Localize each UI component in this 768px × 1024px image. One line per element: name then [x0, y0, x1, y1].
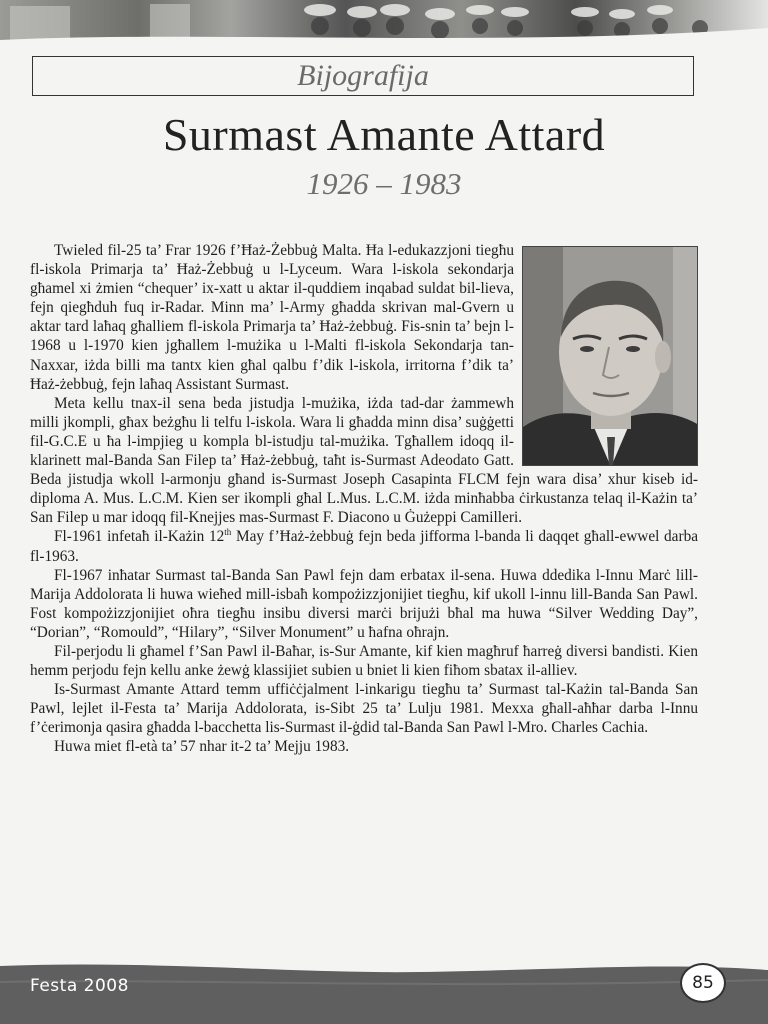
biography-text [30, 241, 698, 757]
paragraph-3-superscript: th [224, 527, 232, 538]
band-photo-strip [0, 0, 768, 46]
page-footer [0, 960, 768, 1024]
header-photo-band [0, 0, 768, 46]
paragraph-1: Twieled fil-25 ta’ Frar 1926 f’Ħaż-Żebbuġ Malta. Ħa l-edukazzjoni tiegħu fl-iskola Primarja ta’ Ħaż-Żebbuġ u l-Lyceum. Wara l-iskola sekondarja għamel xi żmien “chequer’ ix-xatt u aktar il-quddiem inqabad suldat bil-lieva, fejn qiegħduh fuq ir-Radar. Minn ma’ l-Army għadda skrivan mal-Gvern u aktar tard laħaq għalliem fl-iskola Primarja ta’ Ħaż-żebbuġ. Fis-snin ta’ bejn l-1968 u l-1970 kien jgħallem l-mużika u l-Malti fl-iskola Sekondarja tan-Naxxar, iżda billi ma tantx kien għal qalbu f’dik l-iskola, irritorna f’dik ta’ Ħaż-żebbuġ, fejn laħaq Assistant Surmast. [30, 242, 514, 393]
paragraph-7: Huwa miet fl-età ta’ 57 nhar it-2 ta’ Mejju 1983. [54, 738, 350, 756]
paragraph-3-end: May f’Ħaż-żebbuġ fejn beda jifforma l-banda li daqqet għall-ewwel darba fl-1963. [30, 528, 699, 565]
paragraph-5: Fil-perjodu li għamel f’San Pawl il-Baħar, is-Sur Amante, kif kien magħruf ħarreġ diversi bandisti. Kien hemm perjodu fejn kellu anke żewġ klassijiet subien u bniet li kien fiħom sbatax il-alliev. [30, 642, 698, 680]
page-number-badge: 85 [680, 963, 726, 1003]
paragraph-2: Meta kellu tnax-il sena beda jistudja l-mużika, iżda tad-dar żammewh milli jkompli, għax beżgħu li telfu l-iskola. Wara li għadda minn disa’ suġġetti fil-G.C.E u ħa l-impjieg u kompla bl-istudju tal-mużika. Tgħallem idoqq il-klarinett mal-Banda San Filep ta’ Ħaż-żebbuġ, taħt is-Surmast Adeodato Gatt. Beda jistudja wkoll l-armonju għand is-Surmast Joseph Casapinta FLCM fejn wara disa’ xhur kiseb id-diploma A. Mus. L.C.M. Kien ser ikompli għal L.Mus. L.C.M. iżda minħabba ċirkustanza telaq il-Każin ta’ San Filep u mar idoqq fil-Knejjes mas-Surmast F. Diacono u Ġużeppi Camilleri. [30, 394, 698, 527]
paragraph-4: Fl-1967 inħatar Surmast tal-Banda San Pawl fejn dam erbatax il-sena. Huwa ddedika l-Innu Marċ lill-Marija Addolorata li huwa wieħed mill-isbaħ kompożizzjonijiet tiegħu, kif ukoll l-innu lill-Banda San Pawl. Fost kompożizzjonijiet oħra tiegħu insibu diversi marċi brijużi bħal ma huwa “Silver Wedding Day”, “Dorian”, “Romould”, “Hilary”, “Silver Monument” u ħafna oħrajn. [30, 566, 698, 641]
section-header-box [32, 56, 694, 96]
paragraph-3 [30, 527, 698, 565]
paragraph-3-start: Fl-1961 infetaħ il-Każin 12 [54, 528, 225, 546]
life-years: 1926 – 1983 [306, 166, 462, 201]
page-title: Surmast Amante Attard [162, 109, 606, 160]
section-label: Bijografija [297, 59, 429, 92]
footer-label: Festa 2008 [30, 976, 129, 996]
portrait-spacer [514, 241, 698, 469]
paragraph-6: Is-Surmast Amante Attard temm uffiċċjalment l-inkarigu tiegħu ta’ Surmast tal-Każin tal-Banda San Pawl, lejlet il-Festa ta’ Marija Addolorata, is-Sibt 25 ta’ Lulju 1981. Mexxa għall-aħħar darba l-Innu f’ċerimonja qasira għadda l-bacchetta lis-Surmast il-ġdid tal-Banda San Pawl l-Mro. Charles Cachia. [30, 681, 698, 737]
